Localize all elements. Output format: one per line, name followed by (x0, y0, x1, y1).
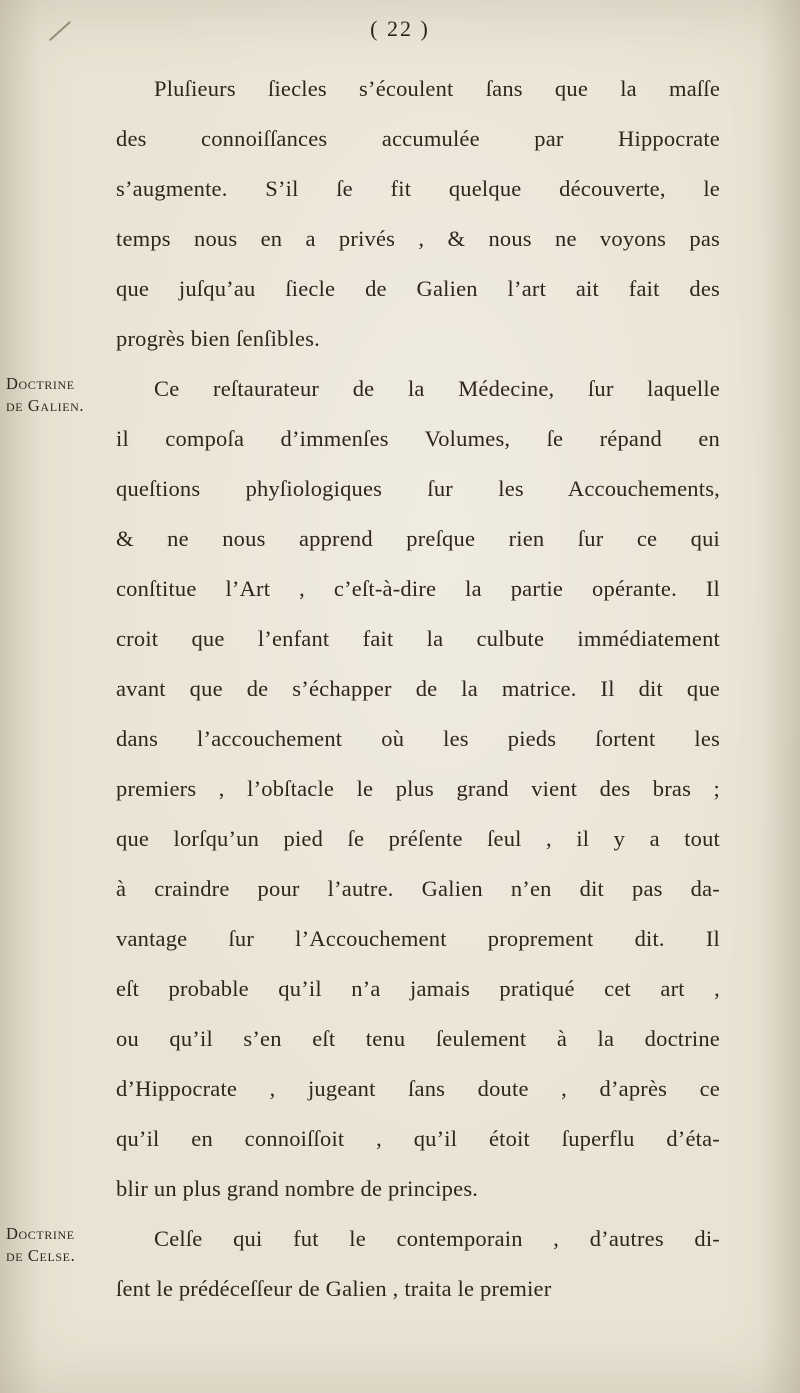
text-line: qu’il en connoiſſoit , qu’il étoit ſuperflu d’éta- (116, 1126, 720, 1151)
page-number: ( 22 ) (370, 16, 430, 41)
text-line: à craindre pour l’autre. Galien n’en dit pas da- (116, 876, 720, 901)
paragraph-doctrine-celse (6, 1214, 720, 1314)
text-line: blir un plus grand nombre de principes. (116, 1176, 479, 1201)
text-line: conſtitue l’Art , c’eſt-à-dire la partie opérante. Il (116, 576, 720, 601)
margin-note-text: Doctrine (6, 374, 75, 393)
margin-note-text: de Galien. (6, 396, 85, 415)
paragraph-intro (116, 64, 720, 364)
text-line: eſt probable qu’il n’a jamais pratiqué cet art , (116, 976, 720, 1001)
text-line: dans l’accouchement où les pieds ſortent les (116, 726, 720, 751)
text-line: premiers , l’obſtacle le plus grand vient des bras ; (116, 776, 720, 801)
text-line: croit que l’enfant fait la culbute immédiatement (116, 626, 720, 651)
text-line: queſtions phyſiologiques ſur les Accouchements, (116, 476, 720, 501)
margin-note-galien (6, 373, 108, 417)
margin-note-text: Doctrine (6, 1224, 75, 1243)
text-line: temps nous en a privés , & nous ne voyons pas (116, 226, 720, 251)
text-line: Celſe qui fut le contemporain , d’autres di- (154, 1226, 720, 1251)
text-block (6, 64, 720, 1314)
text-line: & ne nous apprend preſque rien ſur ce qui (116, 526, 720, 551)
text-line: avant que de s’échapper de la matrice. Il dit que (116, 676, 720, 701)
text-line: il compoſa d’immenſes Volumes, ſe répand en (116, 426, 720, 451)
text-line: d’Hippocrate , jugeant ſans doute , d’après ce (116, 1076, 720, 1101)
text-line: progrès bien ſenſibles. (116, 326, 320, 351)
text-line: ou qu’il s’en eſt tenu ſeulement à la doctrine (116, 1026, 720, 1051)
text-line: Pluſieurs ſiecles s’écoulent ſans que la maſſe (154, 76, 720, 101)
text-line: que lorſqu’un pied ſe préſente ſeul , il y a tout (116, 826, 720, 851)
text-line: Ce reſtaurateur de la Médecine, ſur laquelle (154, 376, 720, 401)
text-line: que juſqu’au ſiecle de Galien l’art ait fait des (116, 276, 720, 301)
paragraph-doctrine-galien (6, 364, 720, 1214)
text-line: vantage ſur l’Accouchement proprement dit. Il (116, 926, 720, 951)
text-line: des connoiſſances accumulée par Hippocrate (116, 126, 720, 151)
margin-note-celse (6, 1223, 108, 1267)
text-line: ſent le prédéceſſeur de Galien , traita le premier (116, 1276, 552, 1301)
text-line: s’augmente. S’il ſe fit quelque découverte, le (116, 176, 720, 201)
margin-note-text: de Celse. (6, 1246, 76, 1265)
